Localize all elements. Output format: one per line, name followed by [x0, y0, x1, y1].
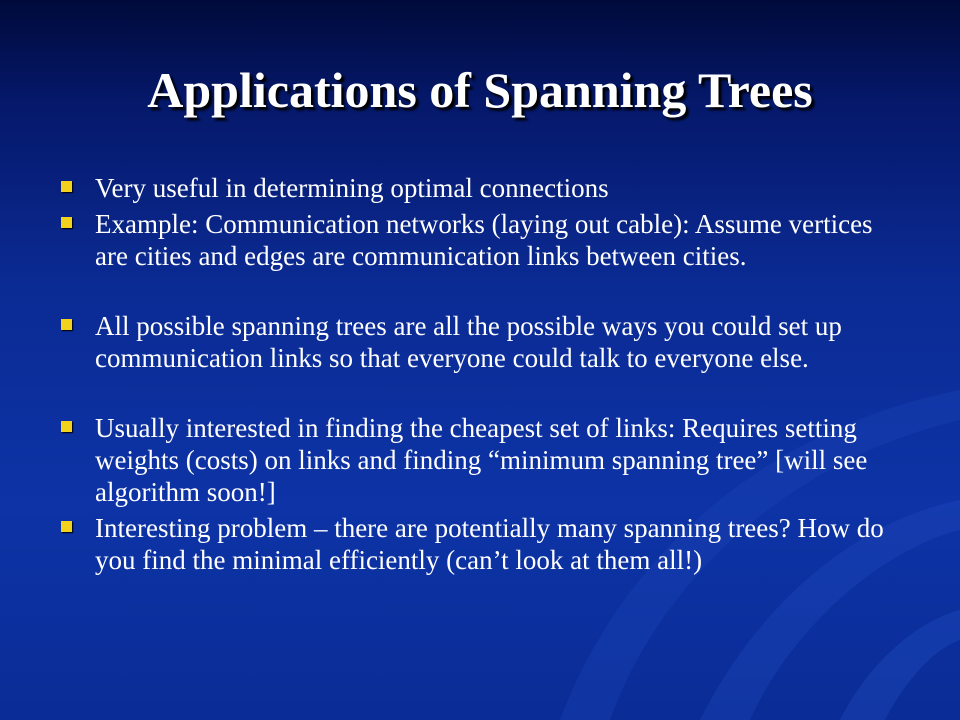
slide-title: Applications of Spanning Trees — [147, 62, 813, 118]
bullet-text: Usually interested in finding the cheapest set of links: Requires setting weights (costs) on links and finding “minimum spanning tree” [will see algorithm soon!] — [95, 413, 868, 507]
bullet-text: Example: Communication networks (laying out cable): Assume vertices are cities and edges are communication links between cities. — [95, 209, 873, 271]
bullet-item — [58, 310, 908, 374]
bullet-list — [58, 172, 908, 576]
bullet-item — [58, 412, 908, 508]
bullet-item — [58, 172, 908, 204]
bullet-item — [58, 208, 908, 272]
bullet-text: Interesting problem – there are potentially many spanning trees? How do you find the minimal efficiently (can’t look at them all!) — [95, 513, 884, 575]
bullet-item — [58, 512, 908, 576]
bullet-text: All possible spanning trees are all the possible ways you could set up communication links so that everyone could talk to everyone else. — [95, 311, 842, 373]
square-bullet-icon — [61, 319, 72, 330]
square-bullet-icon — [61, 421, 72, 432]
bullet-text: Very useful in determining optimal connections — [95, 173, 609, 203]
square-bullet-icon — [61, 217, 72, 228]
square-bullet-icon — [61, 181, 72, 192]
square-bullet-icon — [61, 521, 72, 532]
